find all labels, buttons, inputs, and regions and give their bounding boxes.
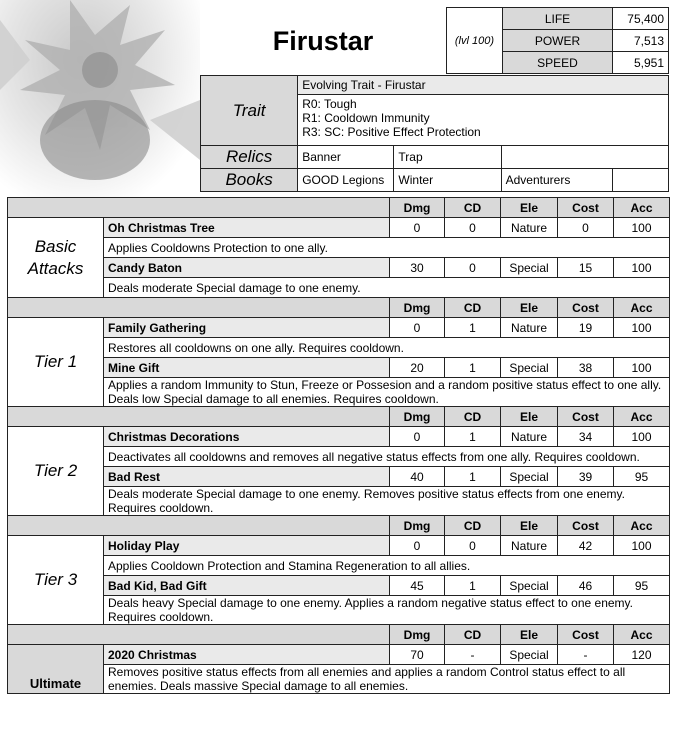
header-cost: Cost [558,198,614,218]
skill-desc: Applies Cooldown Protection and Stamina Regeneration to all allies. [104,556,670,576]
skill-acc: 100 [614,427,670,447]
book-4 [612,169,668,192]
skill-name: Oh Christmas Tree [104,218,390,238]
header-cd: CD [445,198,501,218]
skill-acc: 95 [614,467,670,487]
skill-cd: - [445,645,501,665]
header-cost: Cost [558,516,614,536]
skill-acc: 100 [614,536,670,556]
skill-acc: 100 [614,258,670,278]
skill-desc: Deactivates all cooldowns and removes all negative status effects from one ally. Requires cooldown. [104,447,670,467]
header-cd: CD [445,298,501,318]
skill-dmg: 0 [390,318,445,338]
skill-name: Family Gathering [104,318,390,338]
header-dmg: Dmg [390,516,445,536]
header-acc: Acc [614,516,670,536]
skill-desc: Applies a random Immunity to Stun, Freeze or Possesion and a random positive status effect to one ally. Deals low Special damage to all enemies. Requires cooldown. [104,378,670,407]
book-1: GOOD Legions [298,169,394,192]
skill-ele: Special [501,358,558,378]
skill-row [8,427,670,447]
skill-dmg: 40 [390,467,445,487]
header-cost: Cost [558,407,614,427]
book-3: Adventurers [501,169,612,192]
header-row [8,625,670,645]
hero-level: (lvl 100) [447,8,503,74]
skill-ele: Nature [501,318,558,338]
header-acc: Acc [614,298,670,318]
skill-cost: 19 [558,318,614,338]
skill-name: Christmas Decorations [104,427,390,447]
skill-dmg: 45 [390,576,445,596]
group-label-tier3: Tier 3 [8,536,104,625]
trait-r0: R0: Tough [302,97,357,111]
skill-acc: 95 [614,576,670,596]
skill-row [8,318,670,338]
skill-ele: Special [501,258,558,278]
info-box [200,75,669,192]
header-cd: CD [445,516,501,536]
header-acc: Acc [614,407,670,427]
skill-dmg: 0 [390,427,445,447]
header-dmg: Dmg [390,298,445,318]
skill-row [8,258,670,278]
skill-acc: 100 [614,358,670,378]
skill-dmg: 70 [390,645,445,665]
skill-name: Candy Baton [104,258,390,278]
header-cost: Cost [558,298,614,318]
trait-label: Trait [201,76,298,146]
skill-cd: 0 [445,536,501,556]
skill-name: Holiday Play [104,536,390,556]
skill-name: Bad Kid, Bad Gift [104,576,390,596]
trait-title: Evolving Trait - Firustar [298,76,669,95]
skill-row [8,218,670,238]
hero-portrait [0,0,200,200]
skill-cd: 1 [445,467,501,487]
skill-name: Bad Rest [104,467,390,487]
skill-row [8,467,670,487]
skill-desc: Deals moderate Special damage to one enemy. Removes positive status effects from one enemy. Requires cooldown. [104,487,670,516]
skill-row [8,358,670,378]
skill-desc: Applies Cooldowns Protection to one ally. [104,238,670,258]
skill-acc: 100 [614,218,670,238]
skill-row [8,645,670,665]
stat-value-life: 75,400 [613,8,669,30]
skill-ele: Nature [501,536,558,556]
header-row [8,516,670,536]
header-acc: Acc [614,198,670,218]
skill-cd: 1 [445,318,501,338]
stat-value-power: 7,513 [613,30,669,52]
header-ele: Ele [501,198,558,218]
header-dmg: Dmg [390,407,445,427]
header-row [8,407,670,427]
header-row [8,198,670,218]
skill-ele: Special [501,645,558,665]
header-ele: Ele [501,625,558,645]
skills-table [7,197,670,694]
skill-cost: - [558,645,614,665]
skill-cd: 0 [445,218,501,238]
trait-r1: R1: Cooldown Immunity [302,111,430,125]
relic-1: Banner [298,146,394,169]
basic-line-2: Attacks [27,258,84,278]
header-dmg: Dmg [390,625,445,645]
hero-portrait-art [0,0,200,200]
header-ele: Ele [501,516,558,536]
hero-name: Firustar [272,25,374,56]
skill-ele: Nature [501,427,558,447]
skill-cd: 1 [445,427,501,447]
header-cd: CD [445,625,501,645]
skill-acc: 120 [614,645,670,665]
skill-desc: Removes positive status effects from all enemies and applies a random Control status effect to all enemies. Deals massive Special damage to all enemies. [104,665,670,694]
stat-value-speed: 5,951 [613,52,669,74]
skill-cost: 42 [558,536,614,556]
books-label: Books [201,169,298,192]
skill-cd: 1 [445,358,501,378]
skill-name: 2020 Christmas [104,645,390,665]
skill-ele: Special [501,576,558,596]
relics-label: Relics [201,146,298,169]
skill-ele: Nature [501,218,558,238]
group-label-ultimate: Ultimate [8,645,104,694]
skill-cost: 15 [558,258,614,278]
header-row [8,298,670,318]
header-acc: Acc [614,625,670,645]
skill-acc: 100 [614,318,670,338]
stat-label-life: LIFE [502,8,612,30]
trait-r3: R3: SC: Positive Effect Protection [302,125,481,139]
stat-box [446,7,669,74]
skill-row [8,576,670,596]
header-ele: Ele [501,407,558,427]
header-cost: Cost [558,625,614,645]
skill-cost: 38 [558,358,614,378]
group-label-tier2: Tier 2 [8,427,104,516]
skill-desc: Deals moderate Special damage to one enemy. [104,278,670,298]
skill-row [8,536,670,556]
stat-label-speed: SPEED [502,52,612,74]
skill-cd: 1 [445,576,501,596]
skill-ele: Special [501,467,558,487]
skill-cost: 34 [558,427,614,447]
skill-cost: 46 [558,576,614,596]
skill-dmg: 30 [390,258,445,278]
skill-cost: 0 [558,218,614,238]
relic-3 [501,146,668,169]
group-label-basic [8,218,104,298]
group-label-tier1: Tier 1 [8,318,104,407]
stat-label-power: POWER [502,30,612,52]
skill-cost: 39 [558,467,614,487]
skill-name: Mine Gift [104,358,390,378]
skill-cd: 0 [445,258,501,278]
basic-line-1: Basic [34,236,77,256]
skill-desc: Deals heavy Special damage to one enemy. Applies a random negative status effect to one enemy. Requires cooldown. [104,596,670,625]
trait-ranks [298,95,669,146]
skill-desc: Restores all cooldowns on one ally. Requires cooldown. [104,338,670,358]
book-2: Winter [394,169,501,192]
skill-dmg: 0 [390,218,445,238]
skill-dmg: 0 [390,536,445,556]
skill-dmg: 20 [390,358,445,378]
header-dmg: Dmg [390,198,445,218]
header-ele: Ele [501,298,558,318]
relic-2: Trap [394,146,501,169]
header-cd: CD [445,407,501,427]
